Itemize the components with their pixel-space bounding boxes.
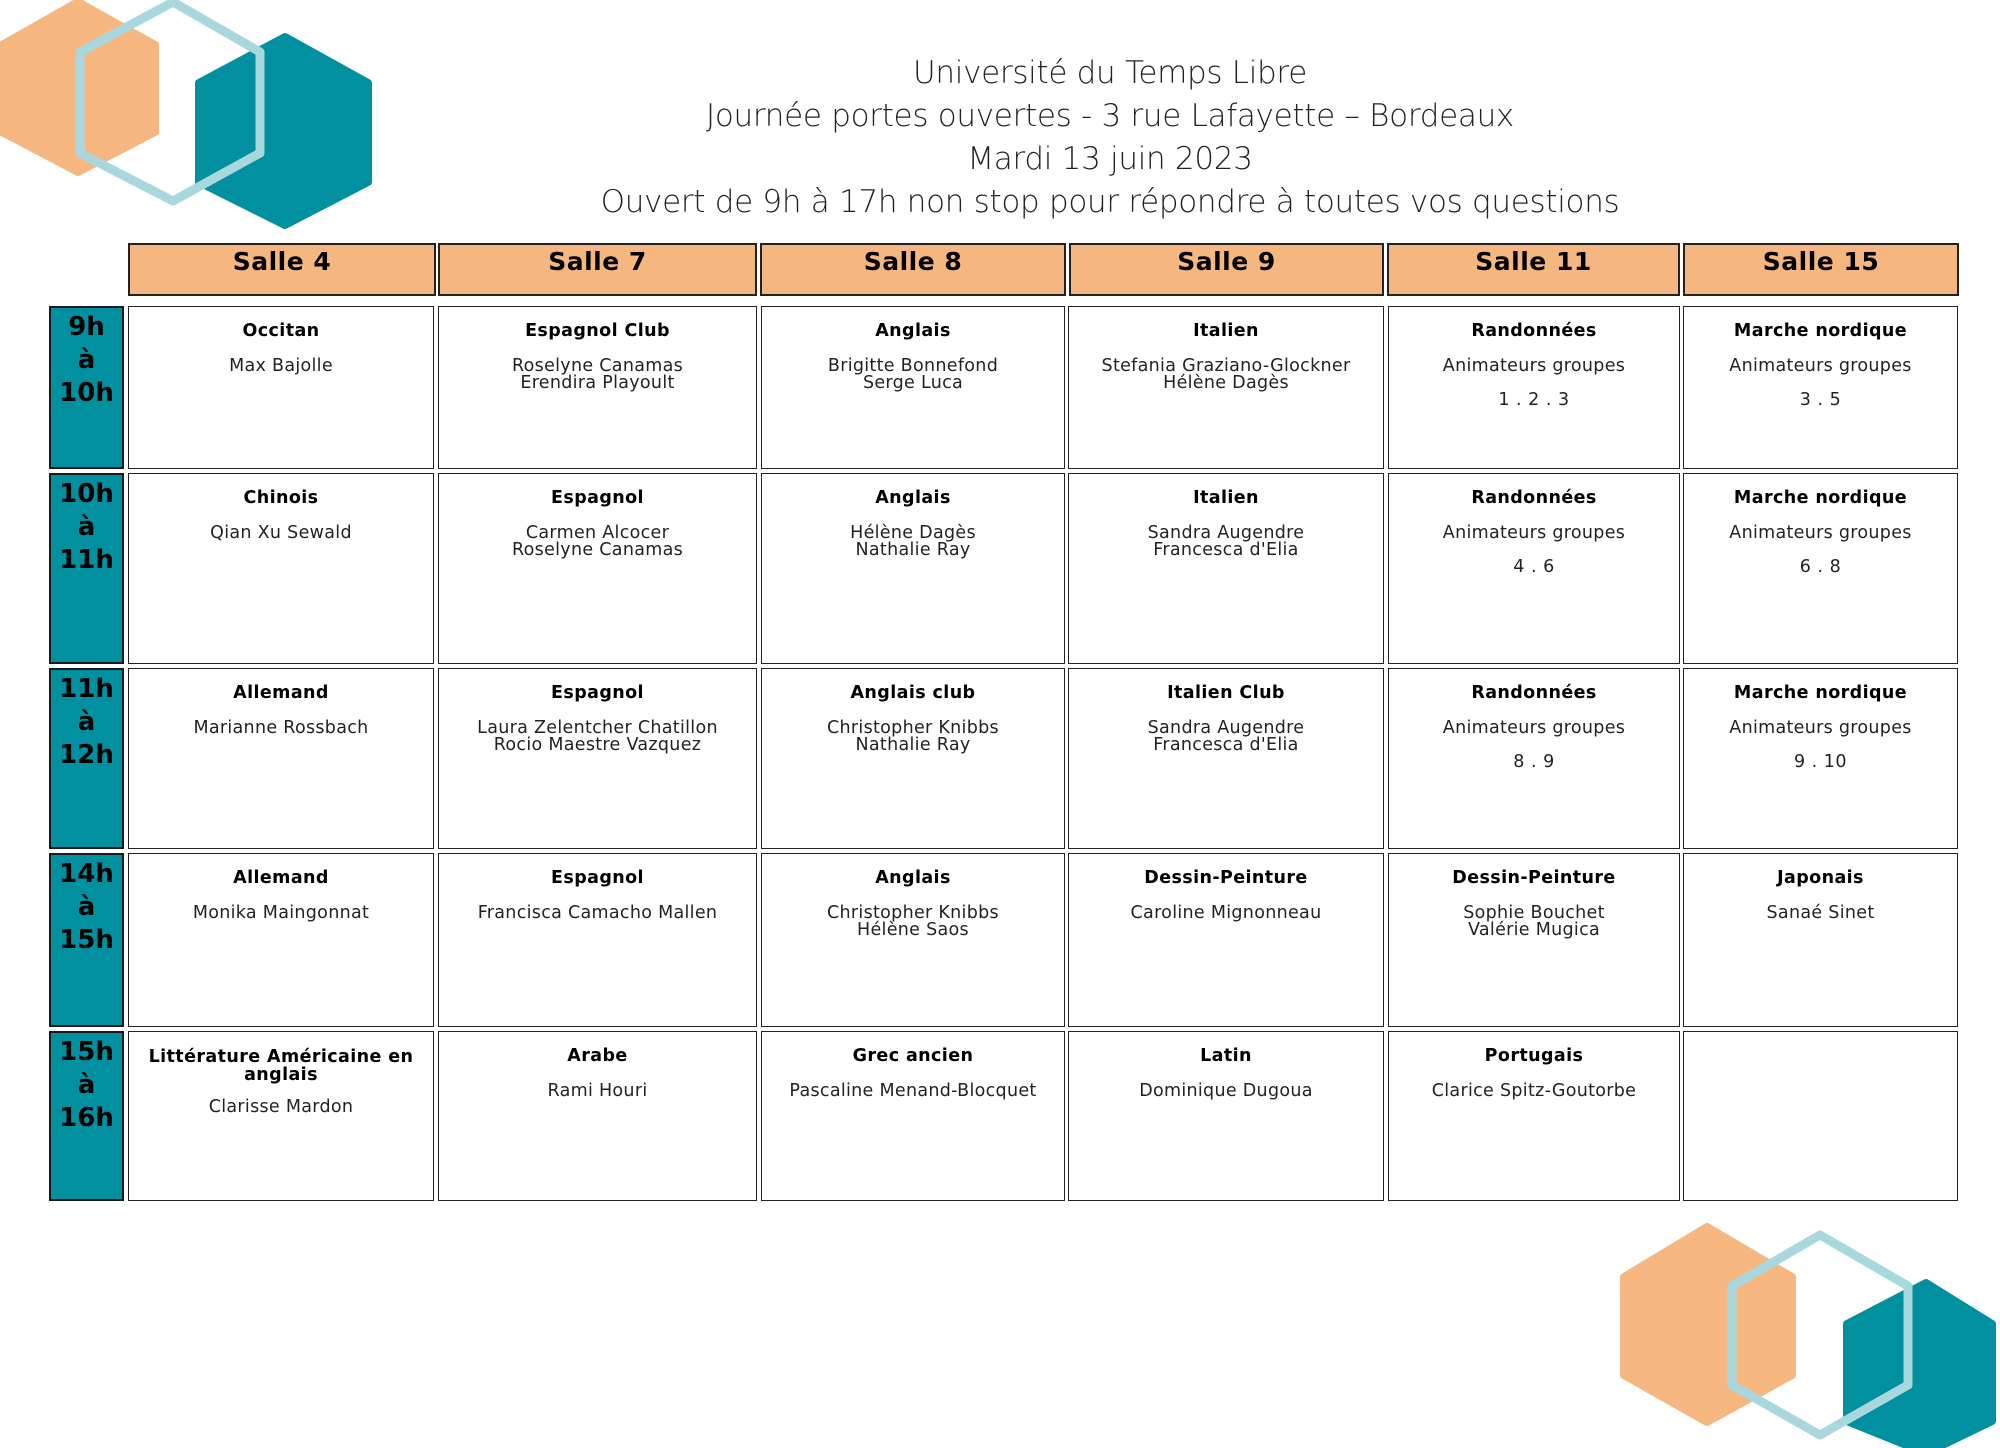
time-end: 15h: [59, 925, 114, 955]
teacher-name: Animateurs groupes: [1729, 522, 1912, 543]
teacher-name: Nathalie Ray: [855, 735, 971, 755]
time-separator: à: [77, 345, 96, 375]
course-title: Occitan: [242, 321, 320, 341]
course-title: Latin: [1200, 1046, 1252, 1066]
teacher-name: Christopher Knibbs: [827, 902, 999, 923]
time-slot-10h-11h: [49, 473, 124, 664]
course-title: Chinois: [243, 488, 319, 508]
teacher-name: Sanaé Sinet: [1766, 902, 1875, 923]
schedule-cell: [438, 668, 757, 849]
time-slot-15h-16h: [49, 1031, 124, 1201]
time-slot-14h-15h: [49, 853, 124, 1027]
group-numbers: 9 . 10: [1793, 752, 1848, 772]
room-header-salle-4: Salle 4: [128, 243, 436, 296]
course-title: Espagnol Club: [525, 321, 670, 341]
teacher-name: Clarice Spitz-Goutorbe: [1431, 1080, 1637, 1101]
group-numbers: 3 . 5: [1799, 390, 1842, 410]
group-numbers: 1 . 2 . 3: [1498, 390, 1570, 410]
teacher-name: Roselyne Canamas: [511, 540, 684, 560]
teacher-name: Francisca Camacho Mallen: [477, 902, 718, 923]
teacher-name: Stefania Graziano-Glockner: [1101, 355, 1351, 376]
teacher-name: Brigitte Bonnefond: [827, 355, 999, 376]
teacher-name: Roselyne Canamas: [511, 355, 684, 376]
room-header-salle-11: Salle 11: [1387, 243, 1680, 296]
time-start: 15h: [59, 1037, 114, 1067]
course-title: Espagnol: [551, 868, 644, 888]
teacher-name: Marianne Rossbach: [193, 717, 369, 738]
schedule-cell: [761, 853, 1065, 1027]
course-title: Allemand: [233, 683, 329, 703]
schedule-cell: [128, 473, 434, 664]
schedule-cell: [1683, 668, 1958, 849]
schedule-cell: [438, 473, 757, 664]
teacher-name: Hélène Dagès: [1163, 373, 1289, 393]
schedule-cell: [761, 1031, 1065, 1201]
teacher-name: Max Bajolle: [229, 355, 333, 376]
schedule-cell: [761, 306, 1065, 469]
course-title: Portugais: [1484, 1046, 1584, 1066]
schedule-cell: [1068, 853, 1384, 1027]
room-header-salle-15: Salle 15: [1683, 243, 1959, 296]
schedule-cell: [1068, 1031, 1384, 1201]
schedule-cell: [1068, 473, 1384, 664]
teacher-name: Valérie Mugica: [1467, 920, 1601, 940]
course-title: Dessin-Peinture: [1452, 868, 1616, 888]
time-start: 14h: [59, 859, 114, 889]
time-end: 12h: [59, 740, 114, 770]
schedule-cell: [1388, 306, 1680, 469]
header-event: Journée portes ouvertes - 3 rue Lafayette – Bordeaux: [706, 98, 1514, 134]
schedule-cell: [438, 853, 757, 1027]
course-title: Italien Club: [1167, 683, 1285, 703]
teacher-name: Hélène Saos: [857, 920, 969, 940]
teacher-name: Clarisse Mardon: [208, 1097, 354, 1117]
course-title: Randonnées: [1471, 488, 1597, 508]
schedule-cell: [761, 668, 1065, 849]
time-separator: à: [77, 512, 96, 542]
group-numbers: 6 . 8: [1799, 557, 1842, 577]
teacher-name: Rocio Maestre Vazquez: [493, 735, 702, 755]
teacher-name: Animateurs groupes: [1729, 355, 1912, 376]
course-title: Marche nordique: [1733, 488, 1908, 508]
course-title: Randonnées: [1471, 321, 1597, 341]
header-title: Université du Temps Libre: [913, 55, 1307, 91]
room-header-salle-8: Salle 8: [760, 243, 1066, 296]
course-title: Espagnol: [551, 488, 644, 508]
time-end: 11h: [59, 545, 114, 575]
time-separator: à: [77, 892, 96, 922]
course-title: Italien: [1193, 321, 1259, 341]
time-start: 9h: [68, 312, 105, 342]
course-title: Espagnol: [551, 683, 644, 703]
teacher-name: Caroline Mignonneau: [1130, 902, 1322, 923]
teacher-name: Sandra Augendre: [1147, 522, 1305, 543]
page-header: [560, 52, 1660, 224]
course-title: Anglais: [875, 488, 951, 508]
schedule-cell: [1388, 473, 1680, 664]
schedule-cell-empty: [1683, 1031, 1958, 1201]
course-title: Grec ancien: [852, 1046, 974, 1066]
teacher-name: Animateurs groupes: [1729, 717, 1912, 738]
schedule-cell: [438, 1031, 757, 1201]
time-slot-11h-12h: [49, 668, 124, 849]
teacher-name: Francesca d'Elia: [1153, 540, 1299, 560]
group-numbers: 4 . 6: [1513, 557, 1555, 577]
schedule-cell: [128, 1031, 434, 1201]
schedule-cell: [1068, 306, 1384, 469]
course-title: Marche nordique: [1733, 321, 1908, 341]
teacher-name: Hélène Dagès: [850, 522, 976, 543]
schedule-cell: [1388, 668, 1680, 849]
teacher-name: Sophie Bouchet: [1463, 902, 1605, 923]
schedule-cell: [128, 306, 434, 469]
time-start: 10h: [59, 479, 114, 509]
time-separator: à: [77, 707, 96, 737]
header-date: Mardi 13 juin 2023: [967, 141, 1253, 177]
course-title: Anglais: [875, 868, 951, 888]
teacher-name: Nathalie Ray: [855, 540, 971, 560]
teacher-name: Serge Luca: [862, 373, 964, 393]
schedule-cell: [1683, 473, 1958, 664]
teacher-name: Christopher Knibbs: [827, 717, 999, 738]
room-header-salle-7: Salle 7: [438, 243, 757, 296]
time-slot-9h-10h: [49, 306, 124, 469]
schedule-cell: [1683, 853, 1958, 1027]
header-hours: Ouvert de 9h à 17h non stop pour répondre à toutes vos questions: [600, 184, 1620, 220]
time-separator: à: [77, 1070, 96, 1100]
schedule-cell: [1683, 306, 1958, 469]
teacher-name: Animateurs groupes: [1442, 355, 1626, 376]
course-title: Italien: [1193, 488, 1259, 508]
teacher-name: Carmen Alcocer: [525, 522, 670, 543]
teacher-name: Animateurs groupes: [1442, 522, 1626, 543]
teacher-name: Animateurs groupes: [1442, 717, 1626, 738]
schedule-cell: [1388, 1031, 1680, 1201]
teacher-name: Laura Zelentcher Chatillon: [477, 717, 718, 738]
schedule-cell: [761, 473, 1065, 664]
course-title: Anglais club: [850, 683, 976, 703]
course-title: Littérature Américaine en anglais: [148, 1047, 414, 1085]
teacher-name: Francesca d'Elia: [1153, 735, 1299, 755]
schedule-cell: [1068, 668, 1384, 849]
course-title: Arabe: [567, 1046, 628, 1066]
schedule-cell: [128, 853, 434, 1027]
course-title: Allemand: [233, 868, 329, 888]
time-start: 11h: [59, 674, 114, 704]
schedule-cell: [438, 306, 757, 469]
group-numbers: 8 . 9: [1513, 752, 1555, 772]
course-title: Marche nordique: [1733, 683, 1908, 703]
course-title: Anglais: [875, 321, 951, 341]
teacher-name: Dominique Dugoua: [1139, 1080, 1313, 1101]
course-title: Dessin-Peinture: [1144, 868, 1308, 888]
schedule-cell: [1388, 853, 1680, 1027]
time-end: 16h: [59, 1103, 114, 1133]
room-header-salle-9: Salle 9: [1069, 243, 1384, 296]
teacher-name: Qian Xu Sewald: [210, 522, 352, 543]
time-end: 10h: [59, 378, 114, 408]
course-title: Japonais: [1777, 868, 1864, 888]
teacher-name: Rami Houri: [547, 1080, 648, 1101]
hexagon-decoration-bottom-right: [1620, 1215, 2000, 1448]
course-title: Randonnées: [1471, 683, 1597, 703]
teacher-name: Erendira Playoult: [520, 373, 675, 393]
teacher-name: Monika Maingonnat: [192, 902, 370, 923]
schedule-cell: [128, 668, 434, 849]
teacher-name: Sandra Augendre: [1147, 717, 1305, 738]
teacher-name: Pascaline Menand-Blocquet: [789, 1080, 1037, 1101]
hexagon-decoration-top-left: [0, 0, 380, 230]
